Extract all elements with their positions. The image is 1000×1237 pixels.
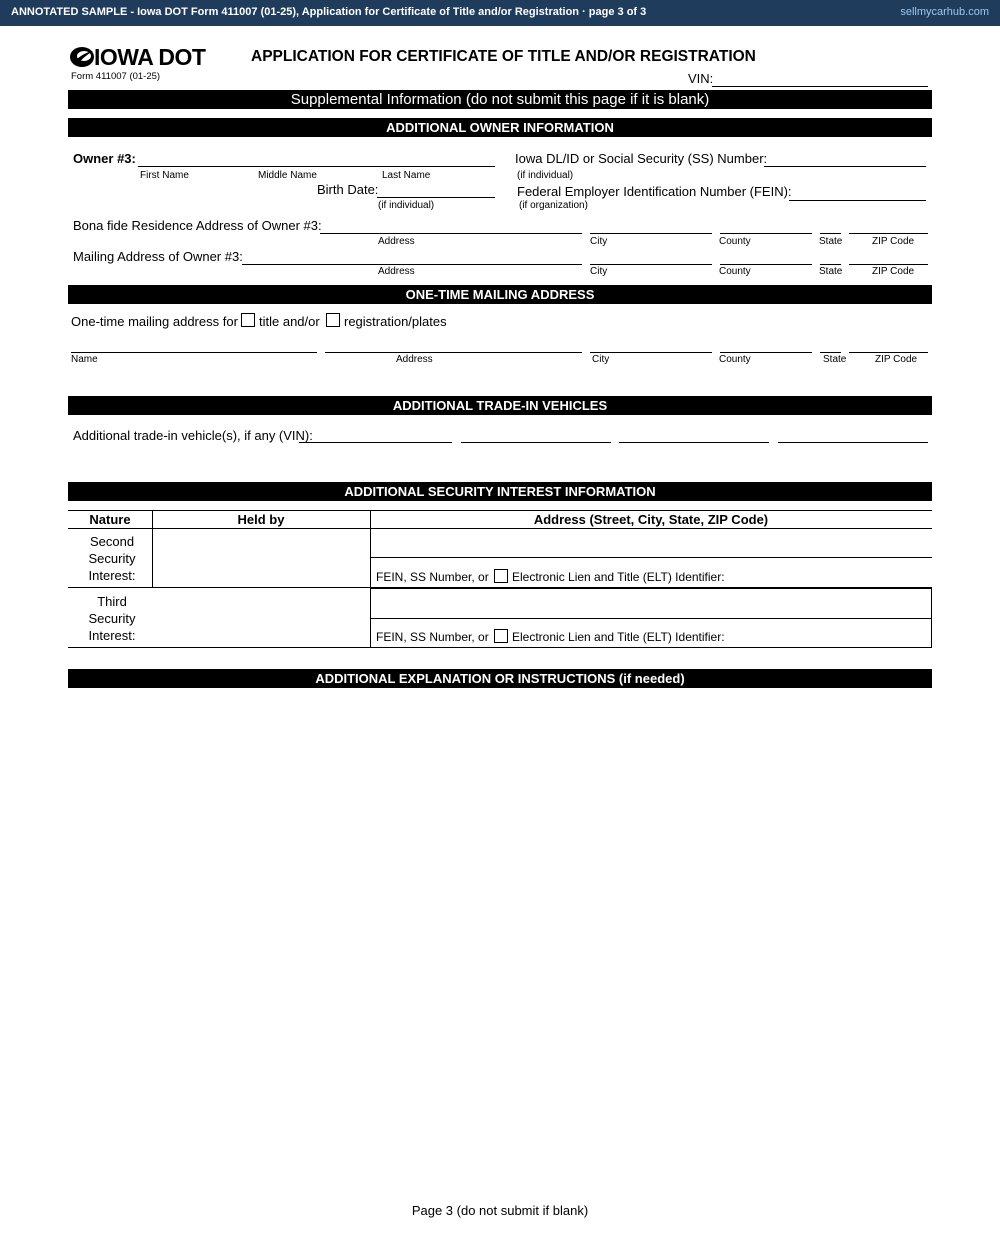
dl-ss-label: Iowa DL/ID or Social Security (SS) Number:: [515, 151, 768, 166]
fein-field[interactable]: [789, 200, 926, 201]
row1-held-by-field[interactable]: [154, 530, 368, 586]
mailing-zip-caption: ZIP Code: [872, 266, 915, 277]
residence-zip-field[interactable]: [849, 233, 928, 234]
birth-if-individual: (if individual): [378, 200, 435, 211]
owner-label: Owner #3:: [73, 151, 136, 166]
one-time-county-field[interactable]: [720, 352, 812, 353]
one-time-name-caption: Name: [71, 354, 98, 365]
row2-held-by-field[interactable]: [154, 590, 368, 646]
residence-state-field[interactable]: [820, 233, 841, 234]
mailing-state-caption: State: [819, 266, 843, 277]
mailing-state-field[interactable]: [820, 264, 841, 265]
residence-zip-caption: ZIP Code: [872, 236, 915, 247]
row2-right-border: [931, 588, 932, 648]
tradein-label: Additional trade-in vehicle(s), if any (VIN):: [73, 428, 313, 443]
tradein-vin-field-3[interactable]: [619, 442, 769, 443]
row1-nature-line3: Interest:: [88, 568, 136, 583]
row2-nature-line2: Security: [88, 611, 136, 626]
title-checkbox[interactable]: [241, 313, 255, 327]
row1-nature: [68, 533, 156, 584]
mailing-county-caption: County: [719, 266, 751, 277]
residence-label: Bona fide Residence Address of Owner #3:: [73, 218, 322, 233]
tradein-vin-field-1[interactable]: [299, 442, 452, 443]
fein-if-organization: (if organization): [519, 200, 588, 211]
residence-address-caption: Address: [378, 236, 415, 247]
mailing-city-field[interactable]: [590, 264, 712, 265]
mailing-address-field[interactable]: [242, 264, 582, 265]
row1-address-field[interactable]: [372, 530, 930, 556]
banner-site-link[interactable]: sellmycarhub.com: [900, 6, 989, 18]
row2-fein-label: FEIN, SS Number, or: [376, 630, 489, 644]
one-time-city-field[interactable]: [590, 352, 712, 353]
mailing-city-caption: City: [590, 266, 608, 277]
row1-nature-line1: Second: [89, 534, 135, 549]
mailing-county-field[interactable]: [720, 264, 812, 265]
one-time-prefix: One-time mailing address for: [71, 314, 238, 329]
one-time-city-caption: City: [592, 354, 610, 365]
one-time-address-field[interactable]: [325, 352, 582, 353]
col-nature: Nature: [89, 512, 131, 527]
table-top-border: [68, 510, 932, 511]
one-time-state-caption: State: [823, 354, 847, 365]
held-by-divider: [370, 510, 371, 648]
tradein-section-heading: ADDITIONAL TRADE-IN VEHICLES: [68, 396, 932, 415]
first-name-caption: First Name: [140, 170, 189, 181]
row2-nature-line1: Third: [97, 594, 127, 609]
one-time-zip-field[interactable]: [849, 352, 928, 353]
explanation-section-heading: ADDITIONAL EXPLANATION OR INSTRUCTIONS (if needed): [68, 669, 932, 688]
registration-option-label: registration/plates: [344, 314, 447, 329]
tradein-vin-field-2[interactable]: [461, 442, 611, 443]
explanation-area[interactable]: [68, 690, 932, 1180]
annotation-banner: [0, 0, 1000, 26]
row2-nature: [68, 593, 156, 644]
vin-label: VIN:: [688, 71, 714, 86]
col-address: Address (Street, City, State, ZIP Code): [533, 512, 769, 527]
row2-address-divider: [370, 618, 932, 619]
residence-city-field[interactable]: [590, 233, 712, 234]
vin-field[interactable]: [712, 86, 928, 87]
dl-if-individual: (if individual): [517, 170, 574, 181]
one-time-county-caption: County: [719, 354, 751, 365]
row2-elt-checkbox[interactable]: [494, 629, 508, 643]
mailing-zip-field[interactable]: [849, 264, 928, 265]
row1-fein-label: FEIN, SS Number, or: [376, 570, 489, 584]
row1-nature-line2: Security: [88, 551, 136, 566]
title-option-label: title and/or: [259, 314, 320, 329]
last-name-caption: Last Name: [382, 170, 431, 181]
one-time-address-caption: Address: [396, 354, 433, 365]
row2-address-top: [370, 588, 932, 589]
iowa-dot-swirl-icon: [69, 45, 95, 69]
banner-title: ANNOTATED SAMPLE - Iowa DOT Form 411007 (01-25), Application for Certificate of Title and/or Registration · page 3 of 3: [11, 6, 647, 18]
dl-ss-field[interactable]: [764, 166, 926, 167]
residence-state-caption: State: [819, 236, 843, 247]
form-number: Form 411007 (01-25): [71, 71, 161, 82]
page-footer: Page 3 (do not submit if blank): [411, 1203, 589, 1218]
mailing-address-caption: Address: [378, 266, 415, 277]
birth-date-label: Birth Date:: [317, 182, 379, 197]
row1-elt-label: Electronic Lien and Title (ELT) Identifier:: [512, 570, 725, 584]
tradein-vin-field-4[interactable]: [778, 442, 928, 443]
residence-county-field[interactable]: [720, 233, 812, 234]
table-header-border: [68, 528, 932, 529]
col-held-by: Held by: [237, 512, 285, 527]
row1-address-divider: [370, 557, 932, 558]
owner-section-heading: ADDITIONAL OWNER INFORMATION: [68, 118, 932, 137]
row2-address-field[interactable]: [372, 590, 930, 617]
birth-date-field[interactable]: [377, 197, 495, 198]
form-title: APPLICATION FOR CERTIFICATE OF TITLE AND/OR REGISTRATION: [251, 48, 756, 65]
row1-elt-checkbox[interactable]: [494, 569, 508, 583]
row2-elt-label: Electronic Lien and Title (ELT) Identifier:: [512, 630, 725, 644]
one-time-name-field[interactable]: [71, 352, 317, 353]
residence-address-field[interactable]: [320, 233, 582, 234]
row2-nature-line3: Interest:: [88, 628, 136, 643]
logo-wordmark: IOWA DOT: [94, 44, 206, 70]
middle-name-caption: Middle Name: [258, 170, 317, 181]
fein-label: Federal Employer Identification Number (FEIN):: [517, 184, 792, 199]
security-interest-table: [68, 510, 932, 648]
one-time-zip-caption: ZIP Code: [875, 354, 918, 365]
supplemental-banner: Supplemental Information (do not submit this page if it is blank): [68, 90, 932, 109]
mailing-label: Mailing Address of Owner #3:: [73, 249, 243, 264]
one-time-state-field[interactable]: [820, 352, 841, 353]
mailing-section-heading: ONE-TIME MAILING ADDRESS: [68, 285, 932, 304]
registration-checkbox[interactable]: [326, 313, 340, 327]
residence-city-caption: City: [590, 236, 608, 247]
security-section-heading: ADDITIONAL SECURITY INTEREST INFORMATION: [68, 482, 932, 501]
owner-name-field[interactable]: [138, 166, 495, 167]
table-bottom-border: [68, 647, 932, 648]
residence-county-caption: County: [719, 236, 751, 247]
